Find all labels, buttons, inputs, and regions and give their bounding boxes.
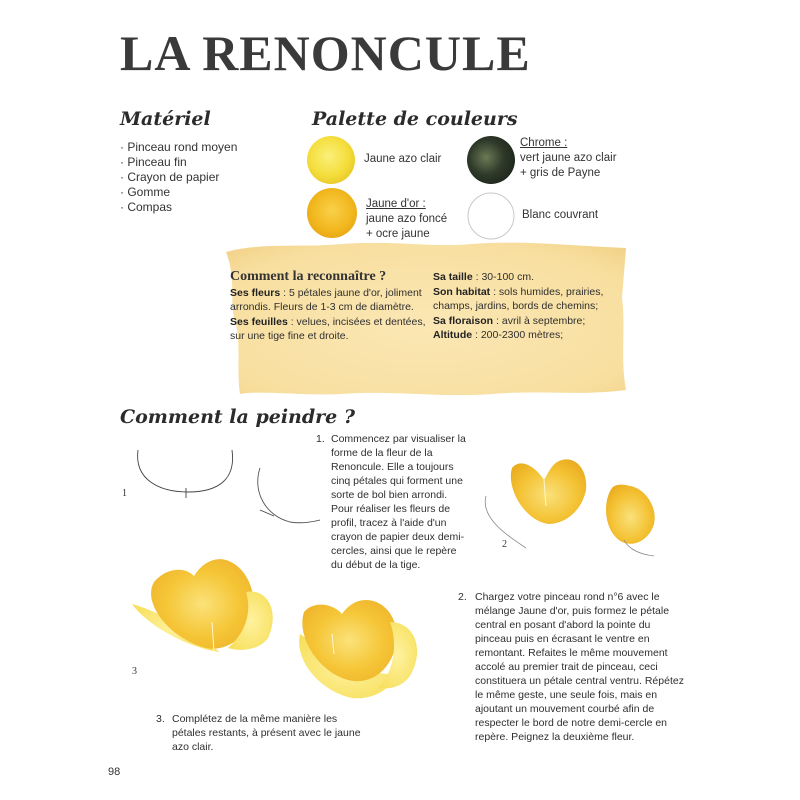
materiel-list — [120, 140, 237, 215]
feuilles-text: Ses feuilles : velues, incisées et dentées, sur une tige fine et droite. — [230, 315, 426, 342]
floraison-text: Sa floraison : avril à septembre; — [433, 314, 586, 327]
step-3-text: Complétez de la même manière les pétales restants, à présent avec le jaune azo clair. — [172, 713, 361, 753]
step-1-number: 1. — [316, 433, 325, 445]
figure-2-painting — [478, 448, 678, 558]
page-title: LA RENONCULE — [120, 25, 531, 81]
swatch-label: Blanc couvrant — [522, 209, 599, 221]
step-3-number: 3. — [156, 713, 165, 725]
swatch-label: Jaune d'or : jaune azo foncé + ocre jaune — [366, 198, 448, 240]
materiel-item: · Crayon de papier — [120, 170, 220, 184]
altitude-text: Altitude : 200-2300 mètres; — [433, 329, 564, 341]
swatch-jaune-azo-clair — [305, 134, 357, 186]
taille-text: Sa taille : 30-100 cm. — [433, 271, 534, 283]
recognize-left — [230, 270, 426, 344]
figure-number: 2 — [502, 539, 507, 550]
step-2-text: Chargez votre pinceau rond n°6 avec le mélange Jaune d'or, puis formez le pétale central en posant d'abord la pointe du pinceau puis en écrasant le ventre en remontant. Refaites le même mouvement accolé au premier trait de pinceau, ceci constituera un pétale central ventru. Répétez le même geste, une seule fois, mais en ajoutant un mouvement courbé afin de respecter le bord de notre demi-cercle en repère. Peignez la deuxième fleur. — [475, 591, 684, 743]
recognize-right — [433, 270, 611, 343]
figure-number: 1 — [122, 488, 127, 499]
fleurs-text: Ses fleurs : 5 pétales jaune d'or, joliment arrondis. Fleurs de 1-3 cm de diamètre. — [230, 286, 422, 313]
palette-heading: Palette de couleurs — [312, 108, 518, 130]
figure-1-sketch — [120, 440, 320, 540]
materiel-item: · Compas — [120, 200, 173, 214]
figure-number: 3 — [132, 666, 137, 677]
paint-heading: Comment la peindre ? — [120, 406, 355, 428]
habitat-text: Son habitat : sols humides, prairies, champs, jardins, bords de chemins; — [433, 285, 604, 312]
swatch-label: Chrome : vert jaune azo clair + gris de Payne — [520, 137, 617, 179]
page-number: 98 — [108, 766, 121, 778]
materiel-item: · Pinceau rond moyen — [120, 140, 238, 154]
swatch-jaune-dor — [305, 186, 359, 240]
swatch-label: Jaune azo clair — [364, 153, 442, 165]
step-2-number: 2. — [458, 591, 467, 603]
figure-3-painting — [128, 552, 448, 712]
materiel-item: · Pinceau fin — [120, 155, 187, 169]
swatch-chrome — [465, 134, 517, 186]
recognize-heading: Comment la reconnaître ? — [230, 269, 387, 284]
swatch-blanc-couvrant — [465, 190, 517, 242]
materiel-item: · Gomme — [120, 185, 171, 199]
step-1-text: Commencez par visualiser la forme de la fleur de la Renoncule. Elle a toujours cinq pétales qui forment une sorte de bol bien arrondi. Pour réaliser les fleurs de profil, tracez à l'aide d'un crayon de papier deux demi-cercles, ainsi que le repère du début de la tige. — [331, 433, 466, 571]
materiel-heading: Matériel — [120, 108, 211, 130]
